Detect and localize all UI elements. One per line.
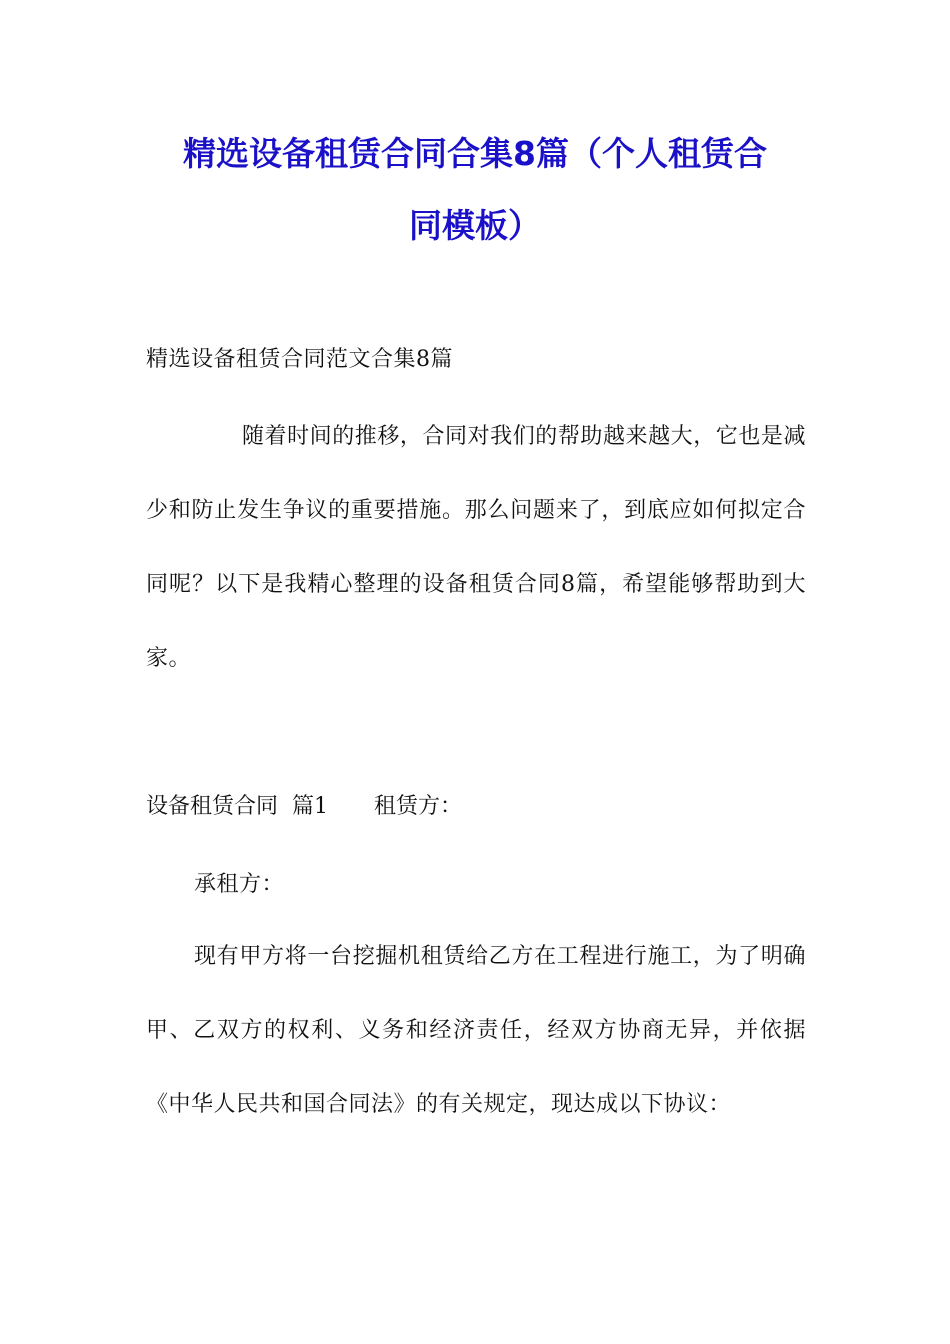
body-paragraph: 现有甲方将一台挖掘机租赁给乙方在工程进行施工，为了明确甲、乙双方的权利、义务和经济责任，经双方协商无异，并依据《中华人民共和国合同法》的有关规定，现达成以下协议： (146, 944, 806, 1117)
lessor-label: 租赁方： (373, 794, 462, 819)
section-heading: 设备租赁合同 篇1 (146, 794, 328, 819)
document-title-line-2: 同模板） (409, 206, 541, 245)
intro-paragraph: 随着时间的推移，合同对我们的帮助越来越大，它也是减少和防止发生争议的重要措施。那么问题来了，到底应如何拟定合同呢？以下是我精心整理的设备租赁合同8篇，希望能够帮助到大家。 (146, 424, 806, 671)
section-heading-row (146, 770, 462, 844)
document-title-line-1: 精选设备租赁合同合集8篇（个人租赁合 (183, 134, 767, 173)
lessee-label: 承租方： (194, 872, 285, 897)
document-subtitle: 精选设备租赁合同范文合集8篇 (146, 347, 453, 372)
